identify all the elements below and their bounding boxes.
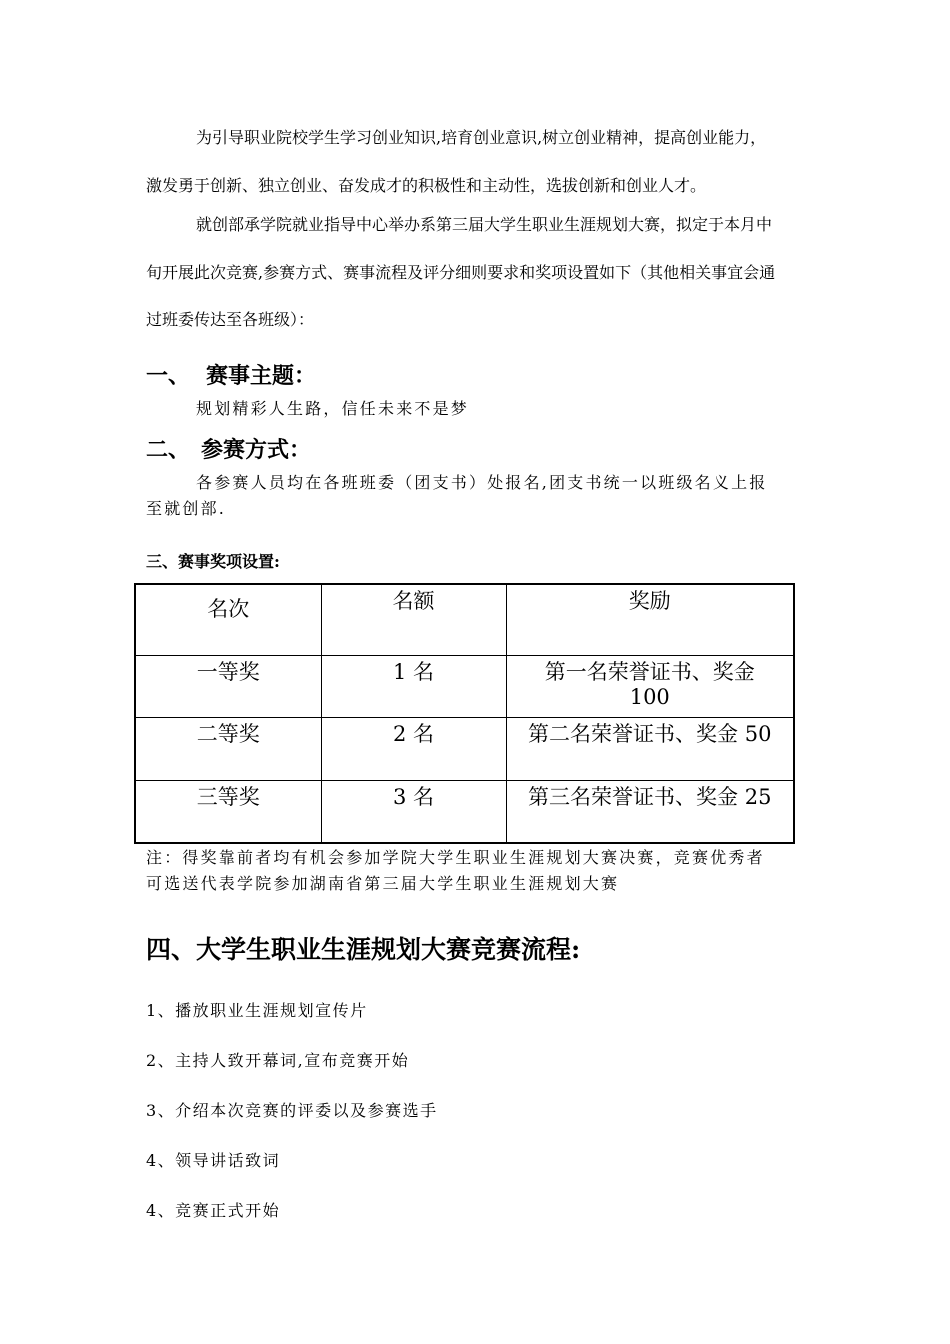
intro-line-1: 为引导职业院校学生学习创业知识,培育创业意识,树立创业精神，提高创业能力， [196, 128, 767, 147]
table-note-line-1: 注：得奖靠前者均有机会参加学院大学生职业生涯规划大赛决赛，竞赛优秀者 [146, 848, 765, 867]
rank-cell: 二等奖 [135, 718, 321, 780]
header-rank: 名次 [135, 584, 321, 655]
header-reward: 奖励 [506, 584, 794, 655]
table-row [135, 780, 794, 843]
table-note-line-2: 可选送代表学院参加湖南省第三届大学生职业生涯规划大赛 [146, 874, 620, 893]
list-item: 3、介绍本次竞赛的评委以及参赛选手 [146, 1101, 438, 1120]
section-2-line-2: 至就创部. [146, 499, 227, 518]
section-1-content: 规划精彩人生路，信任未来不是梦 [196, 399, 470, 418]
header-quota: 名额 [321, 584, 506, 655]
section-1-heading [146, 359, 316, 390]
table-row [135, 655, 794, 717]
reward-cell: 第一名荣誉证书、奖金 100 [506, 655, 794, 717]
section-4-heading: 四、大学生职业生涯规划大赛竞赛流程: [146, 935, 581, 964]
prize-table [134, 583, 795, 844]
section-2-heading [146, 433, 311, 464]
section-2-line-1: 各参赛人员均在各班班委（团支书）处报名,团支书统一以班级名义上报 [196, 473, 768, 492]
quota-cell: 3 名 [321, 780, 506, 843]
table-header-row [135, 584, 794, 655]
list-item: 4、领导讲话致词 [146, 1151, 281, 1170]
intro-line-3: 就创部承学院就业指导中心举办系第三届大学生职业生涯规划大赛，拟定于本月中 [196, 215, 773, 234]
intro-line-2: 激发勇于创新、独立创业、奋发成才的积极性和主动性，选拔创新和创业人才。 [146, 176, 707, 195]
rank-cell: 一等奖 [135, 655, 321, 717]
section-2-title: 参赛方式： [201, 437, 312, 463]
quota-cell: 2 名 [321, 718, 506, 780]
quota-cell: 1 名 [321, 655, 506, 717]
reward-cell: 第二名荣誉证书、奖金 50 [506, 718, 794, 780]
section-1-number: 一、 [146, 363, 191, 389]
table-row [135, 718, 794, 780]
section-3-heading: 三、赛事奖项设置: [146, 552, 280, 571]
list-item: 2、主持人致开幕词,宣布竞赛开始 [146, 1051, 410, 1070]
list-item: 1、播放职业生涯规划宣传片 [146, 1001, 368, 1020]
list-item: 4、竞赛正式开始 [146, 1201, 281, 1220]
section-2-number: 二、 [146, 437, 191, 463]
intro-line-5: 过班委传达至各班级）： [146, 310, 315, 329]
section-1-title: 赛事主题： [206, 363, 317, 389]
reward-cell: 第三名荣誉证书、奖金 25 [506, 780, 794, 843]
rank-cell: 三等奖 [135, 780, 321, 843]
intro-line-4: 旬开展此次竞赛,参赛方式、赛事流程及评分细则要求和奖项设置如下（其他相关事宜会通 [146, 263, 776, 282]
